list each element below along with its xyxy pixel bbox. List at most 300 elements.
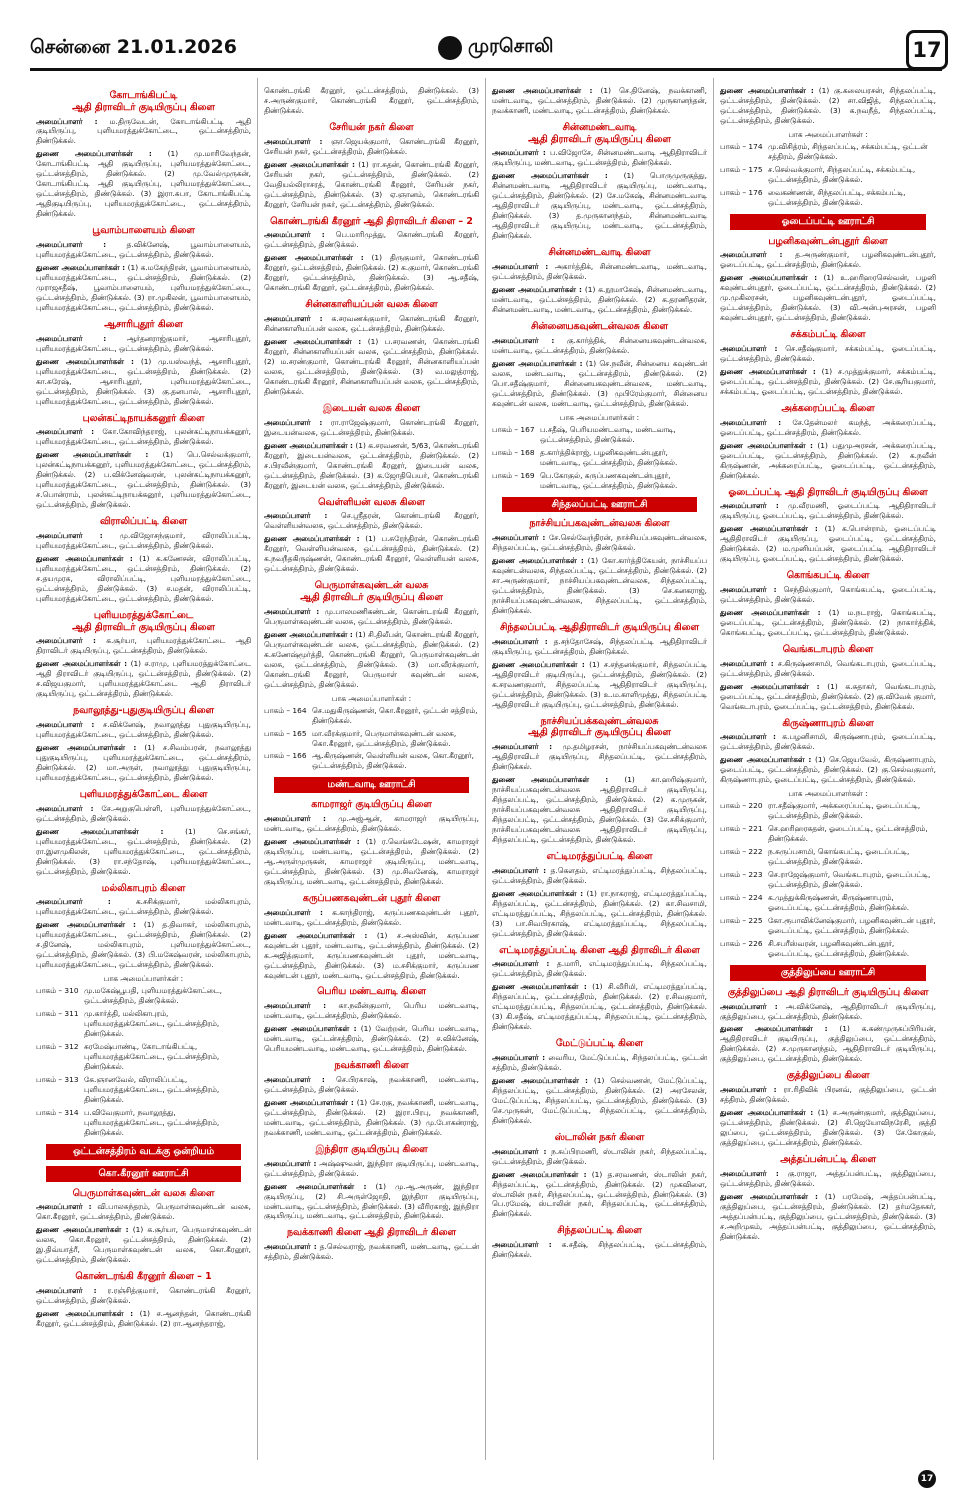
member-details: (1) செ.சங்கர், புளியமரத்துக்கோட்டை, ஒட்டன்சத்திரம், திண்டுக்கல். (2) ரா.இளமுகிலன், புளியமரத்துக்கோட்டை, ஒட்டன்சத்திரம், திண்டுக்கல். (3) ரா.சந்தோஷ், புளியமரத்துக்கோட்டை, ஒட்டன்சத்திரம், திண்டுக்கல்.	[36, 826, 251, 876]
booth-organiser: கோ.ரூபாவிக்னேஷ்குமார், பழனிகவுண்டன் புதூர், ஓடைப்பட்டி, ஒட்டன்சத்திரம், திண்டுக்கல்.	[768, 916, 936, 936]
role-label: துணை அமைப்பாளர்கள் :	[492, 659, 585, 669]
role-label: துணை அமைப்பாளர்கள் :	[720, 366, 816, 376]
member-details: த.சந்தோசேஷ், சிந்தலப்பட்டி ஆதிதிராவிடர் குடியிருப்பு, ஒட்டன்சத்திரம், திண்டுக்கல்.	[492, 636, 707, 656]
branch-heading: கொண்டரங்கி கீரனூர் ஆதி திராவிடர் கிளை – 2	[270, 215, 473, 227]
member-details: பெ.மாரிமுத்து, கொண்டரங்கி கீரனூர், ஒட்டன்சத்திரம், திண்டுக்கல்.	[264, 230, 479, 250]
branch-heading: சின்னமண்டவாடி கிளை	[548, 247, 651, 259]
member-entry	[492, 1147, 707, 1167]
branch-heading: சேரியன் நகர் கிளை	[329, 121, 414, 133]
role-label: அமைப்பாளர் :	[492, 1240, 552, 1250]
member-details: ந.சுப்பிரமணி, ஸ்டாலின் நகர், சிந்தலப்பட்டி, ஒட்டன்சத்திரம், திண்டுக்கல்.	[492, 1146, 707, 1166]
booth-number: பாகம் – 175	[720, 164, 763, 174]
booth-number: பாகம் – 222	[720, 847, 763, 857]
booth-row	[36, 1009, 251, 1039]
role-label: துணை அமைப்பாளர்கள் :	[36, 553, 133, 563]
member-details: (1) கா.ஹரிஷ்குமார், நாச்சியப்பகவுண்டன்வலசு ஆதிதிராவிடர் குடியிருப்பு, சிந்தலப்பட்டி, ஒட்டன்சத்திரம், திண்டுக்கல். (2) க.முருகன், நாச்சியப்பகவுண்டன்வலசு ஆதிதிராவிடர் குடியிருப்பு, சிந்தலப்பட்டி, ஒட்டன்சத்திரம், திண்டுக்கல். (3) சே.சசிக்குமார், நாச்சியப்பகவுண்டன்வலசு ஆதிதிராவிடர் குடியிருப்பு, சிந்தலப்பட்டி, ஒட்டன்சத்திரம், திண்டுக்கல்.	[492, 775, 707, 844]
member-entry	[720, 501, 936, 521]
booth-organiser: சுரமேஷ்பாண்டி, கோடாங்கிபட்டி, புளியமரத்துக்கோட்டை, ஒட்டன்சத்திரம், திண்டுக்கல்.	[84, 1042, 220, 1072]
column-1	[30, 78, 258, 1460]
member-entry	[264, 630, 479, 690]
role-label: அமைப்பாளர் :	[720, 584, 777, 594]
role-label: துணை அமைப்பாளர்கள் :	[36, 920, 136, 930]
booth-row	[720, 870, 936, 890]
branch-heading: நாச்சியப்பக்கவுண்டன்வலசு ஆதி திராவிடர் குடியிருப்பு கிளை	[528, 715, 671, 739]
branch-heading: எட்டிமரத்துப்பட்டி கிளை ஆதி திராவிடர் கிளை	[499, 944, 700, 956]
member-details: த.விக்னேஷ், பூவாம்பாளையம், புளியமரத்துக்கோட்டை, ஒட்டன்சத்திரம், திண்டுக்கல்.	[36, 240, 251, 260]
booth-organiser: செ.ஹரிஹரசுதன், ஓடைப்பட்டி, ஒட்டன்சத்திரம், திண்டுக்கல்.	[768, 824, 928, 844]
member-entry	[720, 441, 936, 481]
branch-heading: கிருஷ்ணாபுரம் கிளை	[782, 717, 874, 729]
branch-heading: நாச்சியப்பகவுண்டன்வலசு கிளை	[529, 518, 670, 530]
booth-row	[720, 916, 936, 936]
member-entry	[720, 86, 936, 126]
member-details: ம.திருவேடன், கோடாங்கிபட்டி ஆதி குடியிருப்பு, புளியமரத்துக்கோட்டை, ஒட்டன்சத்திரம், திண்டுக்கல்.	[36, 116, 251, 146]
branch-heading: சின்னையகவுண்டன்வலசு கிளை	[530, 320, 669, 332]
booth-row	[720, 893, 936, 913]
branch-heading: சக்கம்பட்டி கிளை	[790, 329, 866, 341]
booth-number: பாகம் – 166	[264, 751, 307, 761]
booth-row	[36, 1108, 251, 1138]
branch-heading: நவக்காணி கிளை	[334, 1060, 409, 1072]
branch-heading: சின்னகாளியப்பன் வலசு கிளை	[305, 299, 438, 311]
role-label: அமைப்பாளர் :	[264, 511, 328, 521]
booth-organiser: ரா.சதீஷ்குமார், அக்கரைப்பட்டி, ஓடைப்பட்டி, ஒட்டன்சத்திரம், திண்டுக்கல்.	[768, 801, 921, 821]
booth-row	[492, 425, 707, 445]
role-label: அமைப்பாளர் :	[36, 116, 98, 126]
branch-heading: வெள்ளியன் வலசு கிளை	[318, 496, 425, 508]
member-details: செ.பிரகாஷ், நவக்காணி, மண்டவாடி, ஒட்டன்சத்திரம், திண்டுக்கல்.	[264, 1074, 479, 1094]
booth-number: பாகம் – 169	[492, 470, 535, 480]
member-entry	[492, 660, 707, 710]
member-entry	[36, 450, 251, 510]
booth-row	[36, 1075, 251, 1105]
panchayat-banner: குத்திலுப்பை ஊராட்சி	[730, 965, 926, 981]
booth-organiser: த.கார்த்திக்ராஜ், பழனிகவுண்டன்புதூர், மண்டவாடி, ஒட்டன்சத்திரம், திண்டுக்கல்.	[540, 447, 678, 467]
role-label: துணை அமைப்பாளர்கள் :	[264, 930, 368, 940]
role-label: துணை அமைப்பாளர்கள் :	[492, 1169, 587, 1179]
member-entry	[720, 755, 936, 785]
role-label: அமைப்பாளர் :	[492, 262, 549, 272]
member-details: (1) க.நூமாகேஷ், சின்னமண்டவாடி, மண்டவாடி, ஒட்டன்சத்திரம், திண்டுக்கல். (2) க.தரணிதரன், சின்னமண்டவாடி, மண்டவாடி, ஒட்டன்சத்திரம், திண்டுக்கல்.	[492, 285, 707, 314]
booth-organisers-heading: பாக அமைப்பாளர்கள் :	[559, 412, 640, 422]
role-label: துணை அமைப்பாளர்கள் :	[36, 1225, 129, 1235]
member-entry	[492, 171, 707, 241]
booth-row	[264, 751, 479, 771]
role-label: துணை அமைப்பாளர்கள் :	[720, 755, 812, 765]
member-details: ச.கிருஷ்ணசாமி, வெங்கடாபுரம், ஓடைப்பட்டி, ஒட்டன்சத்திரம், திண்டுக்கல்.	[720, 658, 936, 678]
member-details: அகார்த்திக், சின்னமண்டவாடி, மண்டவாடி, ஒட்டன்சத்திரம், திண்டுக்கல்.	[492, 262, 707, 282]
member-details: (1) ச.ஆனந்தன், கொண்டரங்கி கீரனூர், ஒட்டன்சத்திரம், திண்டுக்கல். (2) ரா.ஆனந்தராஜ்,	[36, 1308, 251, 1328]
booth-organiser: ப.விவேகுமார், நவாலூத்து, புளியமரத்துக்கோட்டை, ஒட்டன்சத்திரம், திண்டுக்கல்.	[84, 1108, 220, 1138]
member-entry	[36, 263, 251, 313]
role-label: அமைப்பாளர் :	[264, 813, 326, 823]
role-label: அமைப்பாளர் :	[492, 636, 548, 646]
member-details: (1) ரா.நாகராஜ், எட்டிமரத்துப்பட்டி, சிந்தலப்பட்டி, ஒட்டன்சத்திரம், திண்டுக்கல். (2) கா.சிவசாமி, எட்டிமரத்துப்பட்டி, சிந்தலப்பட்டி, ஒட்டன்சத்திரம், திண்டுக்கல். (3) பா.சிவபிரகாஷ், எட்டிமரத்துப்பட்டி, சிந்தலப்பட்டி, ஒட்டன்சத்திரம், திண்டுக்கல்.	[492, 888, 707, 938]
member-details: (1) சி.வீரிமி, எட்டிமரத்துப்பட்டி, சிந்தலப்பட்டி, ஒட்டன்சத்திரம், திண்டுக்கல். (2) ர.சிவகுமார், எட்டிமரத்துப்பட்டி, சிந்தலப்பட்டி, ஒட்டன்சத்திரம், திண்டுக்கல். (3) கி.சதீஷ், எட்டிமரத்துப்பட்டி, சிந்தலப்பட்டி, ஒட்டன்சத்திரம், திண்டுக்கல்.	[492, 982, 707, 1032]
member-entry	[36, 636, 251, 656]
member-entry	[492, 866, 707, 886]
member-details: (1) திருகுமார், கொண்டரங்கி கீரனூர், ஒட்டன்சத்திரம், திண்டுக்கல். (2) க.குமார், கொண்டரங்கி கீரனூர், ஒட்டன்சத்திரம், திண்டுக்கல். (3) ஆ.சதீஷ், கொண்டரங்கி கீரனூர், ஒட்டன்சத்திரம், திண்டுக்கல்.	[264, 253, 479, 293]
branch-heading: நவக்காணி கிளை ஆதி திராவிடர் கிளை	[287, 1227, 456, 1239]
role-label: துணை அமைப்பாளர்கள் :	[492, 888, 584, 898]
member-details: வைரிய, மேட்டுப்பட்டி, சிந்தலப்பட்டி, ஒட்டன் சத்திரம், திண்டுக்கல்.	[492, 1052, 707, 1072]
member-details: (1) பொருமுருகுத்து, சின்னமண்டவாடி ஆதிதிராவிடர் குடியிருப்பு, மண்டவாடி, ஒட்டன்சத்திரம், திண்டுக்கல். (2) சே.மகேஷ், சின்னமண்டவாடி ஆதிதிராவிடர் குடியிருப்பு, மண்டவாடி, ஒட்டன்சத்திரம், திண்டுக்கல். (3) த.முருகானந்தம், சின்னமண்டவாடி ஆதிதிராவிடர் குடியிருப்பு, மண்டவாடி, ஒட்டன்சத்திரம், திண்டுக்கல்.	[492, 171, 707, 241]
member-details: மு.விஜோசந்குமார், விராலிப்பட்டி, புளியமரத்துக்கோட்டை, ஒட்டன்சத்திரம், திண்டுக்கல்.	[36, 531, 251, 550]
branch-heading: குத்திலுப்பை கிளை	[786, 1070, 870, 1082]
role-label: அமைப்பாளர் :	[36, 1285, 97, 1295]
role-label: அமைப்பாளர் :	[492, 742, 553, 752]
branch-heading: மல்லிகாபுரம் கிளை	[101, 882, 186, 894]
booth-row	[36, 986, 251, 1006]
booth-row	[720, 165, 936, 185]
header-page-number: 17	[906, 30, 948, 70]
role-label: துணை அமைப்பாளர்கள் :	[36, 659, 128, 669]
member-entry	[264, 137, 479, 157]
member-details: (1) த.திவாகர், மல்லிகாபுரம், புளியமரத்துக்கோட்டை, ஒட்டன்சத்திரம், திண்டுக்கல். (2) ச.தினேஷ், மல்லிகாபுரம், புளியமரத்துக்கோட்டை, ஒட்டன்சத்திரம், திண்டுக்கல். (3) பி.மகேஷ்வரன், மல்லிகாபுரம், புளியமரத்துக்கோட்டை, ஒட்டன்சத்திரம், திண்டுக்கல்.	[36, 920, 251, 970]
role-label: துணை அமைப்பாளர்கள் :	[264, 836, 360, 846]
branch-heading: இந்திரா குடியிருப்பு கிளை	[315, 1143, 428, 1155]
branch-heading: இடையன் வலசு கிளை	[323, 402, 420, 414]
booth-number: பாகம் – 164	[264, 705, 307, 715]
role-label: அமைப்பாளர் :	[492, 1146, 547, 1156]
booth-number: பாகம் – 165	[264, 728, 307, 738]
member-entry	[36, 357, 251, 407]
member-details: மு.தமிழரசன், நாச்சியப்பகவுண்டன்வலசு ஆதிதிராவிடர் குடியிருப்பு, சிந்தலப்பட்டி, ஒட்டன்சத்திரம், திண்டுக்கல்.	[492, 742, 707, 772]
member-details: (1) ப.சரவணன், கொண்டரங்கி கீரனூர், சின்னகாளியப்பன் வலசு, ஒட்டன்சத்திரம், திண்டுக்கல். (2) ம.சரண்குமார், கொண்டரங்கி கீரனூர், சின்னகாளியப்பன் வலசு, ஒட்டன்சத்திரம், திண்டுக்கல். (3) வ.மலுத்ராஜ், கொண்டரங்கி கீரனூர், சின்னகாளியப்பன் வலசு, ஒட்டன்சத்திரம், திண்டுக்கல்.	[264, 336, 479, 396]
member-entry	[36, 920, 251, 970]
member-entry	[36, 1225, 251, 1265]
role-label: அமைப்பாளர் :	[36, 427, 95, 437]
role-label: அமைப்பாளர் :	[492, 865, 547, 875]
role-label: அமைப்பாளர் :	[264, 1074, 325, 1084]
member-details: செ.சதீஷ்குமார், சக்கம்பட்டி, ஓடைப்பட்டி, ஒட்டன்சத்திரம், திண்டுக்கல்.	[720, 343, 937, 363]
member-details: ர.ரஞ்சித்குமார், கொண்டரங்கி கீரனூர், ஒட்டன்சத்திரம், திண்டுக்கல்.	[36, 1285, 251, 1305]
member-entry	[720, 418, 936, 438]
member-entry	[264, 1098, 479, 1138]
member-entry	[36, 149, 251, 219]
member-entry	[36, 897, 251, 917]
booth-row	[720, 824, 936, 844]
branch-heading: ஓடைப்பட்டி ஆதி திராவிடர் குடியிருப்பு கிளை	[728, 486, 928, 498]
member-entry	[492, 262, 707, 282]
member-details: சே.செல்வேந்திரன், நாச்சியப்பகவுண்டன்வலசு, சிந்தலப்பட்டி, ஒட்டன்சத்திரம், திண்டுக்கல்.	[492, 533, 707, 553]
booth-organiser: மு.மகேஷ்பூபதி, புளியமரத்துக்கோட்டை, ஒட்டன்சத்திரம், திண்டுக்கல்.	[84, 986, 222, 1006]
role-label: அமைப்பாளர் :	[36, 333, 107, 343]
member-entry	[264, 1242, 479, 1262]
branch-heading: பெருமாள்கவுண்டன் வலசு கிளை	[72, 1187, 215, 1199]
branch-heading: சின்னமண்டவாடி ஆதி திராவிடர் குடியிருப்பு கிளை	[528, 121, 671, 145]
role-label: அமைப்பாளர் :	[36, 636, 96, 646]
member-entry	[36, 334, 251, 354]
member-entry	[720, 1108, 936, 1148]
column-3	[486, 78, 714, 1460]
member-details: (1) சி.திலீபன், கொண்டரங்கி கீரனூர், பெருமாள்கவுண்டன் வலசு, ஒட்டன்சத்திரம், திண்டுக்கல். (2) க.கணேஷ்மூர்த்தி, கொண்டரங்கி கீரனூர், பெருமாள்கவுண்டன் வலசு, ஒட்டன்சத்திரம், திண்டுக்கல். (3) மா.வீரக்குமார், கொண்டரங்கி கீரனூர், பெருமாள் கவுண்டன் வலசு, ஒட்டன்சத்திரம், திண்டுக்கல்.	[264, 629, 479, 689]
member-entry	[264, 337, 479, 397]
booth-organiser: ந.சுருப்பசாமி, கொங்கபட்டி, ஓடைப்பட்டி, ஒட்டன்சத்திரம், திண்டுக்கல்.	[768, 847, 910, 867]
member-entry	[264, 1001, 479, 1021]
role-label: அமைப்பாளர் :	[492, 148, 546, 158]
member-entry	[720, 250, 936, 270]
member-details: அ.விக்னேஷ், ஆதிதிராவிடர் குடியிருப்பு, குத்திலுப்பை, ஒட்டன்சத்திரம், திண்டுக்கல்.	[720, 1001, 937, 1021]
member-entry	[492, 889, 707, 939]
role-label: அமைப்பாளர் :	[36, 803, 94, 813]
branch-heading: குத்திலுப்பை ஆதி திராவிடர் குடியிருப்பு கிளை	[727, 986, 929, 998]
member-details: (1) கோ.கார்த்திகேயன், நாச்சியப்ப கவுண்டன்வலசு, சிந்தலப்பட்டி, ஒட்டன்சத்திரம், திண்டுக்கல். (2) சா.அருண்குமார், நாச்சியப்பகவுண்டன்வலசு, சிந்தலப்பட்டி, ஒட்டன்சத்திரம், திண்டுக்கல். (3) செ.கனகராஜ், நாச்சியப்பகவுண்டன்வலசு, சிந்தலப்பட்டி, ஒட்டன்சத்திரம், திண்டுக்கல்.	[492, 556, 707, 615]
masthead-title: முரசொலி	[468, 35, 554, 57]
role-label: துணை அமைப்பாளர்கள் :	[264, 159, 355, 169]
branch-heading: காமராஜர் குடியிருப்பு கிளை	[311, 799, 432, 811]
member-details: (1) மு.ஆ.அருண், இந்திரா குடியிருப்பு, (2) சி.அருள்ஜோதி, இந்திரா குடியிருப்பு, மண்டவாடி, ஒட்டன்சத்திரம், திண்டுக்கல். (3) வீரிரகாஜ், இந்திரா குடியிருப்பு, மண்டவாடி, ஒட்டன்சத்திரம், திண்டுக்கல்.	[264, 1181, 479, 1221]
member-details: க.காந்திராஜ், கருப்பணகவுண்டன் புதூர், மண்டவாடி, ஒட்டன்சத்திரம், திண்டுக்கல்.	[264, 907, 480, 927]
member-entry	[36, 659, 251, 699]
role-label: துணை அமைப்பாளர்கள் :	[720, 681, 820, 691]
masthead	[0, 0, 972, 78]
member-details: (1) க.சூர்யா, பெருமாள்கவுண்டன் வலசு, கொ.கீரனூர், ஒட்டன்சத்திரம், திண்டுக்கல். (2) இ.திவ்யாத்ரீ, பெருமாள்கவுண்டன் வலசு, கொ.கீரனூர், ஒட்டன்சத்திரம், திண்டுக்கல்.	[36, 1225, 251, 1265]
member-details: கா.நவீன்குமார், பெரிய மண்டவாடி, மண்டவாடி, ஒட்டன்சத்திரம், திண்டுக்கல்.	[264, 1001, 479, 1021]
branch-heading: மேட்டுப்பட்டி கிளை	[555, 1038, 644, 1050]
column-4	[714, 78, 942, 1460]
role-label: அமைப்பாளர் :	[264, 1158, 317, 1168]
branch-heading: புலன்கட்டிநாயக்கனூர் கிளை	[82, 412, 205, 424]
member-details: க.சரவணக்குமார், கொண்டரங்கி கீரனூர், சின்னகாளியப்பன் வலசு, ஒட்டன்சத்திரம், திண்டுக்கல்.	[264, 314, 480, 333]
member-entry	[492, 959, 707, 979]
member-details: ப.விஜோசே, சின்னமண்டவாடி ஆதிதிராவிடர் குடியிருப்பு, மண்டவாடி, ஒட்டன்சத்திரம், திண்டுக்கல்.	[492, 148, 707, 168]
rooster-icon	[438, 36, 462, 60]
member-details: (1) ச.சந்தனக்குமார், சிந்தலப்பட்டி ஆதிதிராவிடர் குடியிருப்பு, ஒட்டன்சத்திரம், திண்டுக்கல். (2) க.சரவணகுமார், சிந்தலப்பட்டி ஆதிதிராவிடர் குடியிருப்பு, ஒட்டன்சத்திரம், திண்டுக்கல். (3) உ.ம.காளிமுத்து, சிந்தலப்பட்டி ஆதிதிராவிடர் குடியிருப்பு, ஒட்டன்சத்திரம், திண்டுக்கல்.	[492, 659, 707, 709]
member-details: அஷ்ஷுவன், இந்திரா குடியிருப்பு, மண்டவாடி, ஒட்டன்சத்திரம், திண்டுக்கல்.	[264, 1158, 479, 1178]
member-entry	[492, 556, 707, 616]
role-label: துணை அமைப்பாளர்கள் :	[492, 171, 608, 181]
member-details: க.சசிக்குமார், மல்லிகாபுரம், புளியமரத்துக்கோட்டை, ஒட்டன்சத்திரம், திண்டுக்கல்.	[36, 897, 251, 917]
role-label: துணை அமைப்பாளர்கள் :	[720, 524, 818, 534]
member-entry	[264, 86, 479, 116]
member-details: (1) க.பொன்ராம், ஓடைப்பட்டி ஆதிதிராவிடர் குடியிருப்பு, ஓடைப்பட்டி, ஒட்டன்சத்திரம், திண்டுக்கல். (2) ம.முனியப்பன், ஓடைப்பட்டி ஆதிதிராவிடர் குடியிருப்பு, ஓடைப்பட்டி, ஒட்டன்சத்திரம், திண்டுக்கல்.	[720, 524, 936, 564]
member-details: (1) உ.ஹரிஹரசெல்வன், பழனி கவுண்டன்புதூர், ஓடைப்பட்டி, ஒட்டன்சத்திரம், திண்டுக்கல். (2) மு.முகிலரசன், பழனிகவுண்டன்புதூர், ஓடைப்பட்டி, ஒட்டன்சத்திரம், திண்டுக்கல். (3) வி.அன்புஅரசன், பழனி கவுண்டன்புதூர், ஒட்டன்சத்திரம், திண்டுக்கல்.	[720, 273, 936, 323]
branch-heading: பூவாம்பாளையம் கிளை	[92, 225, 195, 237]
member-details: கு.ராஜா, அத்தப்பன்பட்டி, குத்திலுப்பை, ஒட்டன்சத்திரம், திண்டுக்கல்.	[720, 1168, 937, 1188]
member-details: மு.பாலமணிகண்டன், கொண்டரங்கி கீரனூர், பெருமாள்கவுண்டன் வலசு, ஒட்டன்சத்திரம், திண்டுக்கல்.	[264, 606, 479, 626]
role-label: துணை அமைப்பாளர்கள் :	[720, 86, 814, 95]
booth-organiser: மா.வீரக்குமார், பெருமாள்கவுண்டன் வலசு, கொ.கீரனூர், ஒட்டன்சத்திரம், திண்டுக்கல்.	[312, 728, 457, 748]
role-label: அமைப்பாளர் :	[720, 1001, 778, 1011]
member-entry	[720, 1002, 936, 1022]
column-2	[258, 78, 486, 1460]
member-entry	[720, 344, 936, 364]
role-label: அமைப்பாளர் :	[264, 230, 325, 240]
branch-heading: கொண்டரங்கி கீரனூர் கிளை – 1	[75, 1271, 212, 1283]
role-label: துணை அமைப்பாளர்கள் :	[492, 358, 583, 368]
member-details: கோ.கோவிந்தராஜ், புலன்கட்டிநாயக்கனூர், புளியமரத்துக்கோட்டை, ஒட்டன்சத்திரம், திண்டுக்கல்.	[36, 427, 251, 447]
booth-row	[720, 801, 936, 821]
member-entry	[492, 359, 707, 409]
booth-organiser: கே.ஞானவேல், விராலிப்பட்டி, புளியமரத்துக்கோட்டை, ஒட்டன்சத்திரம், திண்டுக்கல்.	[84, 1075, 220, 1105]
member-entry	[264, 534, 479, 574]
member-entry	[264, 253, 479, 293]
role-label: அமைப்பாளர் :	[264, 606, 320, 616]
booth-row	[492, 471, 707, 491]
branch-heading: புளியமரத்துக்கோட்டை கிளை	[79, 788, 208, 800]
member-entry	[264, 511, 479, 531]
member-entry	[36, 743, 251, 783]
role-label: துணை அமைப்பாளர்கள் :	[492, 1075, 588, 1085]
member-details: (1) சே.ரகு, நவக்காணி, மண்டவாடி, ஒட்டன்சத்திரம், திண்டுக்கல். (2) இரா.பிரபு, நவக்காணி, மண்டவாடி, ஒட்டன்சத்திரம், திண்டுக்கல். (3) மு.போகன்ராஜ், நவக்காணி, மண்டவாடி, ஒட்டன்சத்திரம், திண்டுக்கல்.	[264, 1097, 479, 1137]
role-label: துணை அமைப்பாளர்கள் :	[36, 450, 149, 460]
member-details: க.சூர்யா, புளியமரத்துக்கோட்டை ஆதி திராவிடர் குடியிருப்பு, ஒட்டன்சத்திரம், திண்டுக்கல்.	[36, 636, 252, 656]
article-columns	[30, 78, 942, 1460]
role-label: துணை அமைப்பாளர்கள் :	[264, 534, 360, 544]
member-details: (1) கு.கலையரசன், சிந்தலப்பட்டி, ஒட்டன்சத்திரம், திண்டுக்கல். (2) சா.விஜித், சிந்தலப்பட்டி, ஒட்டன்சத்திரம், திண்டுக்கல். (3) க.நவநீத், சிந்தலப்பட்டி, ஒட்டன்சத்திரம், திண்டுக்கல்.	[720, 86, 936, 125]
booth-number: பாகம் – 310	[36, 986, 79, 996]
member-details: (1) பரமேஷ், அத்தப்பன்பட்டி, குத்திலுப்பை, ஒட்டன்சத்திரம், திண்டுக்கல். (2) தர்மதேசுகர், அத்தப்பன்பட்டி, குத்திலுப்பை, ஒட்டன்சத்திரம், திண்டுக்கல். (3) ச.அறிமுகம், அத்தப்பன்பட்டி, குத்திலுப்பை, ஒட்டன்சத்திரம், திண்டுக்கல்.	[720, 1191, 936, 1241]
member-details: (1) ச.அஸ்வின், கருப்பண கவுண்டன் புதூர், மண்டவாடி, ஒட்டன்சத்திரம், திண்டுக்கல். (2) க.அஜித்குமார், கருப்பணகவுண்டன் புதூர், மண்டவாடி, ஒட்டன்சத்திரம், திண்டுக்கல். (3) ம.சசிக்குமார், கருப்பண கவுண்டன் புதூர், மண்டவாடி, ஒட்டன்சத்திரம், திண்டுக்கல்.	[264, 930, 480, 980]
booth-row	[720, 847, 936, 867]
booth-organiser: மு.விசித்ரம், சிந்தலப்பட்டி, சக்கம்பட்டி, ஒட்டன் சத்திரம், திண்டுக்கல்.	[768, 141, 928, 161]
member-entry	[492, 775, 707, 845]
booth-row	[264, 706, 479, 726]
panchayat-banner: சிந்தலப்பட்டி ஊராட்சி	[502, 497, 697, 513]
member-entry	[720, 1169, 936, 1189]
member-details: (1) க.கணேசன், விராலிப்பட்டி, புளியமரத்துக்கோட்டை, ஒட்டன்சத்திரம், திண்டுக்கல். (2) ச.தயமுரசு, விராலிப்பட்டி, புளியமரத்துக்கோட்டை, ஒட்டன்சத்திரம், திண்டுக்கல். (3) ச.மதன், விராலிப்பட்டி, புளியமரத்துக்கோட்டை, ஒட்டன்சத்திரம், திண்டுக்கல்.	[36, 553, 251, 603]
member-entry	[720, 524, 936, 564]
member-details: (1) ச.முத்துக்குமார், சக்கம்பட்டி, ஓடைப்பட்டி, ஒட்டன்சத்திரம், திண்டுக்கல். (2) சே.சூரியகுமார், சக்கம்பட்டி, ஓடைப்பட்டி, ஒட்டன்சத்திரம், திண்டுக்கல்.	[720, 366, 936, 396]
role-label: அமைப்பாளர் :	[492, 335, 555, 345]
member-details: த.அருண்குமார், பழனிகவுண்டன்புதூர், ஓடைப்பட்டி, ஒட்டன்சத்திரம், திண்டுக்கல்.	[720, 250, 937, 270]
panchayat-banner: ஓடைப்பட்டி ஊராட்சி	[730, 214, 926, 230]
member-details: மு.வீரமணி, ஓடைப்பட்டி ஆதிதிராவிடர் குடியிருப்பு, ஓடைப்பட்டி, ஒட்டன்சத்திரம், திண்டுக்கல்.	[720, 501, 936, 521]
branch-heading: சிந்தலப்பட்டி ஆதிதிராவிடர் குடியிருப்பு கிளை	[500, 621, 699, 633]
role-label: அமைப்பாளர் :	[720, 732, 776, 742]
member-entry	[720, 585, 936, 605]
panchayat-banner: ஒட்டன்சத்திரம் வடக்கு ஒன்றியம்	[46, 1144, 241, 1160]
member-details: ச.விக்னேஷ், நவாலூத்து புதுகுடியிருப்பு, புளியமரத்துக்கோட்டை, ஒட்டன்சத்திரம், திண்டுக்கல்.	[36, 720, 252, 740]
role-label: துணை அமைப்பாளர்கள் :	[264, 1097, 354, 1107]
header-date: சென்னை 21.01.2026	[30, 36, 237, 58]
branch-heading: சிந்தலப்பட்டி கிளை	[557, 1225, 642, 1237]
member-entry	[36, 1202, 251, 1222]
member-entry	[264, 160, 479, 210]
role-label: அமைப்பாளர் :	[720, 658, 774, 668]
role-label: அமைப்பாளர் :	[720, 250, 783, 260]
member-details: க.சதீஷ், சிந்தலப்பட்டி, ஒட்டன்சத்திரம், திண்டுக்கல்.	[492, 1240, 707, 1260]
role-label: அமைப்பாளர் :	[36, 720, 95, 730]
member-details: (1) செ.தினேஷ், நவக்காணி, மண்டவாடி, ஒட்டன்சத்திரம், திண்டுக்கல். (2) முருகானந்தன், நவக்காணி, மண்டவாடி, ஒட்டன்சத்திரம், திண்டுக்கல்.	[492, 86, 707, 115]
booth-organiser: மு.கார்த்தி, மல்லிகாபுரம், புளியமரத்துக்கோட்டை, ஒட்டன்சத்திரம், திண்டுக்கல்.	[84, 1009, 220, 1039]
member-entry	[36, 1309, 251, 1329]
role-label: துணை அமைப்பாளர்கள் :	[264, 253, 364, 263]
member-details: க.பழனிசாமி, கிருஷ்ணாபுரம், ஓடைப்பட்டி, ஒட்டன்சத்திரம், திண்டுக்கல்.	[720, 732, 936, 752]
role-label: அமைப்பாளர் :	[720, 501, 779, 511]
member-entry	[720, 608, 936, 638]
booth-number: பாகம் – 313	[36, 1075, 79, 1085]
member-entry	[36, 1286, 251, 1306]
role-label: துணை அமைப்பாளர்கள் :	[720, 440, 813, 450]
masthead-logo	[438, 35, 554, 60]
member-details: ரா.ராஜேஷ்குமார், கொண்டரங்கி கீரனூர், இடையன்வலசு, ஒட்டன்சத்திரம், திண்டுக்கல்.	[264, 417, 479, 437]
member-details: ஆர்தனராஜ்குமார், ஆசாரிபுதூர், புளியமரத்துக்கோட்டை, ஒட்டன்சத்திரம், திண்டுக்கல்.	[36, 333, 251, 353]
member-details: (1) ர.வெங்கடேஷன், காமராஜர் குடியிருப்பு, மண்டவாடி, ஒட்டன்சத்திரம், திண்டுக்கல். (2) ஆ.அருள்முருகன், காமராஜர் குடியிருப்பு, மண்டவாடி, ஒட்டன்சத்திரம், திண்டுக்கல். (3) மு.சிவனேஷ், காமராஜர் குடியிருப்பு, மண்டவாடி, ஒட்டன்சத்திரம், திண்டுக்கல்.	[264, 836, 479, 886]
member-entry	[492, 637, 707, 657]
role-label: துணை அமைப்பாளர்கள் :	[720, 607, 821, 617]
role-label: துணை அமைப்பாளர்கள் :	[720, 1108, 814, 1118]
member-details: வி.பாலசுந்தரம், பெருமாள்கவுண்டன் வலசு, கொ.கீரனூர், ஒட்டன்சத்திரம், திண்டுக்கல்.	[36, 1202, 251, 1222]
branch-heading: பெருமாள்கவுண்டன் வலசு ஆதி திராவிடர் குடியிருப்பு கிளை	[300, 580, 443, 603]
member-entry	[36, 804, 251, 824]
member-details: (1) க.சரவணன், 5/63, கொண்டரங்கி கீரனூர், இடையன்வலசு, ஒட்டன்சத்திரம், திண்டுக்கல். (2) ச.பிரவீன்குமார், கொண்டரங்கி கீரனூர், இடையன் வலசு, ஒட்டன்சத்திரம், திண்டுக்கல். (3) க.ஜோதிபெயர், கொண்டரங்கி கீரனூர், இடையன் வலசு, ஒட்டன்சத்திரம், திண்டுக்கல்.	[264, 440, 479, 490]
member-entry	[492, 148, 707, 168]
role-label: அமைப்பாளர் :	[720, 343, 778, 353]
role-label: அமைப்பாளர் :	[36, 1202, 92, 1212]
member-details: (1) த.சரவணன், ஸ்டாலின் நகர், சிந்தலப்பட்டி, ஒட்டன்சத்திரம், திண்டுக்கல். (2) முகவிளை, ஸ்டாலின் நகர், சிந்தலப்பட்டி, ஒட்டன்சத்திரம், திண்டுக்கல். (3) பெ.ரமேஷ், ஸ்டாலின் நகர், சிந்தலப்பட்டி, ஒட்டன்சத்திரம், திண்டுக்கல்.	[492, 1169, 707, 1219]
member-entry	[264, 1159, 479, 1179]
branch-heading: ஆசாரிபுதூர் கிளை	[104, 318, 183, 330]
role-label: அமைப்பாளர் :	[264, 1242, 317, 1252]
branch-heading: அத்தப்பன்பட்டி கிளை	[780, 1154, 876, 1166]
member-entry	[264, 1075, 479, 1095]
booth-row	[720, 939, 936, 959]
member-entry	[492, 982, 707, 1032]
member-entry	[36, 554, 251, 604]
booth-number: பாகம் – 223	[720, 870, 763, 880]
branch-heading: எட்டிமரத்துப்பட்டி கிளை	[546, 850, 653, 862]
member-entry	[264, 230, 479, 250]
branch-heading: பெரிய மண்டவாடி கிளை	[317, 986, 426, 998]
branch-heading: விராலிப்பட்டி கிளை	[99, 516, 188, 528]
booth-number: பாகம் – 225	[720, 916, 763, 926]
role-label: அமைப்பாளர் :	[36, 897, 111, 907]
member-entry	[492, 1053, 707, 1073]
branch-heading: ஸ்டாலின் நகர் கிளை	[554, 1131, 645, 1143]
member-entry	[36, 531, 251, 551]
role-label: அமைப்பாளர் :	[264, 907, 323, 917]
member-details: மு.அஜ்ஆன், காமராஜர் குடியிருப்பு, மண்டவாடி, ஒட்டன்சத்திரம், திண்டுக்கல்.	[264, 813, 479, 833]
member-details: சே.அறுகுபெள்ளி, புளியமரத்துக்கோட்டை, ஒட்டன்சத்திரம், திண்டுக்கல்.	[36, 803, 251, 823]
member-details: (1) ப.சுரேந்திரன், கொண்டரங்கி கீரனூர், வெள்ளியன்வலசு, ஒட்டன்சத்திரம், திண்டுக்கல். (2) க.நவநீதகிருஷ்ணன், கொண்டரங்கி கீரனூர், வெள்ளியன் வலசு, ஒட்டன்சத்திரம், திண்டுக்கல்.	[264, 534, 479, 574]
booth-row	[492, 448, 707, 468]
branch-heading: நவாலூத்து-புதுகுடியிருப்பு கிளை	[73, 705, 214, 717]
member-details: சே.தேன்மலர் கமந்த், அக்கரைப்பட்டி, ஓடைப்பட்டி, ஒட்டன்சத்திரம், திண்டுக்கல்.	[720, 417, 936, 437]
member-entry	[36, 827, 251, 877]
branch-heading: கருப்பணகவுண்டன் புதூர் கிளை	[302, 892, 441, 904]
role-label: துணை அமைப்பாளர்கள் :	[720, 1191, 818, 1201]
member-entry	[264, 931, 479, 981]
branch-heading: புளியமரத்துக்கோட்டை ஆதி திராவிடர் குடியிருப்பு கிளை	[72, 609, 215, 633]
member-details: (1) ம.நடராஜ், கொங்கபட்டி, ஓடைப்பட்டி, ஒட்டன்சத்திரம், திண்டுக்கல். (2) நாகார்த்திக், கொங்கபட்டி, ஓடைப்பட்டி, ஒட்டன்சத்திரம், திண்டுக்கல்.	[720, 607, 936, 637]
header-rule	[30, 68, 942, 71]
member-details: கொண்டரங்கி கீரனூர், ஒட்டன்சத்திரம், திண்டுக்கல். (3) ச.அருண்குமார், கொண்டரங்கி கீரனூர், ஒட்டன்சத்திரம், திண்டுக்கல்.	[264, 86, 479, 115]
role-label: அமைப்பாளர் :	[264, 314, 323, 323]
booth-number: பாகம் – 314	[36, 1108, 79, 1118]
booth-number: பாகம் – 167	[492, 424, 535, 434]
booth-organiser: பெ.கோகுல், கருப்பணகவுண்டன்புதூர், மண்டவாடி, ஒட்டன்சத்திரம், திண்டுக்கல்.	[540, 470, 678, 490]
role-label: துணை அமைப்பாளர்கள் :	[36, 356, 134, 366]
booth-organisers-heading: பாக அமைப்பாளர்கள் :	[788, 789, 868, 799]
member-entry	[492, 336, 707, 356]
booth-organisers-heading: பாக அமைப்பாளர்கள் :	[788, 129, 868, 139]
role-label: அமைப்பாளர் :	[492, 1052, 546, 1062]
booth-number: பாகம் – 168	[492, 447, 535, 457]
member-details: (1) க.மகேந்திரன், பூவாம்பாளையம், புளியமரத்துக்கோட்டை, ஒட்டன்சத்திரம், திண்டுக்கல். (2) முராஜசதீஷ், பூவாம்பாளையம், புளியமரத்துக்கோட்டை, ஒட்டன்சத்திரம், திண்டுக்கல். (3) ரா.முகிலன், பூவாம்பாளையம், புளியமரத்துக்கோட்டை, ஒட்டன்சத்திரம், திண்டுக்கல்.	[36, 263, 251, 312]
booth-number: பாகம் – 312	[36, 1042, 79, 1052]
member-details: (1) மு.யஸ்வந்த், ஆசாரிபுதூர், புளியமரத்துக்கோட்டை, ஒட்டன்சத்திரம், திண்டுக்கல். (2) கா.சுரேஷ், ஆசாரிபுதூர், புளியமரத்துக்கோட்டை, ஒட்டன்சத்திரம், திண்டுக்கல். (3) கு.தனபால், ஆசாரிபுதூர், புளியமரத்துக்கோட்டை, ஒட்டன்சத்திரம், திண்டுக்கல்.	[36, 356, 251, 406]
role-label: துணை அமைப்பாளர்கள் :	[264, 336, 362, 346]
role-label: அமைப்பாளர் :	[264, 417, 323, 427]
member-details: த.கௌதம், எட்டிமரத்துப்பட்டி, சிந்தலப்பட்டி, ஒட்டன்சத்திரம், திண்டுக்கல்.	[492, 865, 707, 885]
booth-organiser: க.முத்துக்கிருஷ்ணன், கிருஷ்ணாபுரம், ஓடைப்பட்டி, ஒட்டன்சத்திரம், திண்டுக்கல்.	[768, 893, 910, 913]
booth-organiser: சி.சபரீஸ்வரன், பழனிகவுண்டன்புதூர், ஓடைப்பட்டி, ஒட்டன்சத்திரம், திண்டுக்கல்.	[768, 939, 910, 959]
member-entry	[264, 1024, 479, 1054]
member-entry	[720, 682, 936, 712]
member-entry	[36, 427, 251, 447]
